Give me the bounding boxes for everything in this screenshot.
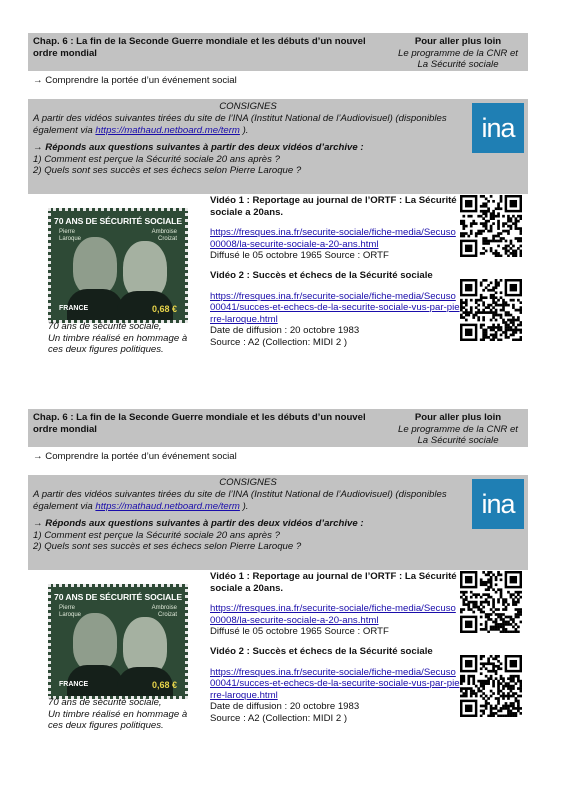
video-2-block bbox=[210, 270, 460, 348]
video-1-info: Diffusé le 05 octobre 1965 Source : ORTF bbox=[210, 250, 389, 261]
video-1-link[interactable]: https://fresques.ina.fr/securite-sociale/fiche-media/Secuso00008/la-securite-sociale-a-20-ans.html bbox=[210, 227, 456, 250]
objective-text: → Comprendre la portée d’un événement social bbox=[33, 451, 237, 462]
netboard-link[interactable]: https://mathaud.netboard.me/term bbox=[95, 500, 240, 512]
consignes-task bbox=[33, 518, 453, 553]
portrait-laroque bbox=[73, 237, 117, 295]
further-reading-title: Pour aller plus loin bbox=[414, 412, 502, 423]
consignes-box bbox=[28, 99, 528, 194]
further-reading-line1: Le programme de la CNR et bbox=[398, 423, 518, 435]
stamp-title: 70 ANS DE SÉCURITÉ SOCIALE bbox=[54, 592, 182, 602]
video-1-block bbox=[210, 571, 460, 638]
further-reading-line1: Le programme de la CNR et bbox=[398, 47, 518, 59]
further-reading bbox=[388, 412, 528, 447]
video-2-title: Vidéo 2 : Succès et échecs de la Sécurité sociale bbox=[210, 646, 433, 657]
qr-code-pattern bbox=[460, 571, 522, 633]
video-2-title: Vidéo 2 : Succès et échecs de la Sécurité sociale bbox=[210, 270, 433, 281]
question-2: 2) Quels sont ses succès et ses échecs selon Pierre Laroque ? bbox=[33, 165, 302, 176]
qr-code-pattern bbox=[460, 195, 522, 257]
further-reading bbox=[388, 36, 528, 71]
stamp-country: FRANCE bbox=[59, 305, 89, 312]
question-1: 1) Comment est perçue la Sécurité sociale 20 ans après ? bbox=[33, 529, 280, 541]
consignes-intro: A partir des vidéos suivantes tirées du site de l’INA (Institut National de l’Audiovisuel) (disponibles également via https://mathaud.netboard.me/term ). bbox=[33, 113, 447, 136]
video-1-title: Vidéo 1 : Reportage au journal de l’ORTF : La Sécurité sociale a 20ans. bbox=[210, 571, 457, 594]
stamp-caption bbox=[48, 321, 198, 356]
question-1: 1) Comment est perçue la Sécurité sociale 20 ans après ? bbox=[33, 153, 280, 165]
stamp-price: 0,68 € bbox=[151, 304, 177, 314]
caption-line: Un timbre réalisé en hommage à bbox=[48, 332, 188, 344]
ina-logo: ina bbox=[472, 103, 524, 153]
chapter-title: Chap. 6 : La fin de la Seconde Guerre mondiale et les débuts d’un nouvel ordre mondial bbox=[33, 412, 366, 435]
chapter-title: Chap. 6 : La fin de la Seconde Guerre mondiale et les débuts d’un nouvel ordre mondial bbox=[33, 36, 366, 59]
video-1-block bbox=[210, 195, 460, 262]
stamp-image bbox=[48, 584, 188, 699]
further-reading-line2: La Sécurité sociale bbox=[417, 59, 499, 70]
video-1-title: Vidéo 1 : Reportage au journal de l’ORTF : La Sécurité sociale a 20ans. bbox=[210, 195, 457, 218]
further-reading-line2: La Sécurité sociale bbox=[417, 435, 499, 446]
netboard-link[interactable]: https://mathaud.netboard.me/term bbox=[95, 124, 240, 136]
portrait-laroque bbox=[73, 613, 117, 671]
ina-logo: ina bbox=[472, 479, 524, 529]
stamp-price: 0,68 € bbox=[151, 680, 177, 690]
stamp-name-1: Pierre Laroque bbox=[59, 229, 82, 242]
caption-line: 70 ans de sécurité sociale, bbox=[48, 321, 162, 332]
caption-line: ces deux figures politiques. bbox=[48, 720, 164, 731]
qr-code-video-2 bbox=[460, 655, 522, 717]
video-1-info: Diffusé le 05 octobre 1965 Source : ORTF bbox=[210, 626, 389, 637]
chapter-header bbox=[28, 409, 528, 447]
chapter-header bbox=[28, 33, 528, 71]
stamp-name-2: Ambroise Croizat bbox=[151, 229, 177, 242]
stamp-title: 70 ANS DE SÉCURITÉ SOCIALE bbox=[54, 216, 182, 226]
caption-line: ces deux figures politiques. bbox=[48, 344, 164, 355]
video-2-date: Date de diffusion : 20 octobre 1983 bbox=[210, 325, 360, 336]
qr-code-video-1 bbox=[460, 195, 522, 257]
stamp-name-1: Pierre Laroque bbox=[59, 605, 82, 618]
question-2: 2) Quels sont ses succès et ses échecs selon Pierre Laroque ? bbox=[33, 541, 302, 552]
consignes-intro: A partir des vidéos suivantes tirées du site de l’INA (Institut National de l’Audiovisuel) (disponibles également via https://mathaud.netboard.me/term ). bbox=[33, 489, 447, 512]
qr-code-video-1 bbox=[460, 571, 522, 633]
video-1-link[interactable]: https://fresques.ina.fr/securite-sociale/fiche-media/Secuso00008/la-securite-sociale-a-20-ans.html bbox=[210, 603, 456, 626]
task-heading: → Réponds aux questions suivantes à partir des deux vidéos d’archive : bbox=[33, 142, 364, 153]
further-reading-title: Pour aller plus loin bbox=[414, 36, 502, 47]
video-2-link[interactable]: https://fresques.ina.fr/securite-sociale/fiche-media/Secuso00041/succes-et-echecs-de-la-securite-sociale-vus-par-pierre-laroque.html bbox=[210, 290, 460, 325]
consignes-task bbox=[33, 142, 453, 177]
video-2-link[interactable]: https://fresques.ina.fr/securite-sociale/fiche-media/Secuso00041/succes-et-echecs-de-la-securite-sociale-vus-par-pierre-laroque.html bbox=[210, 666, 460, 701]
video-2-date: Date de diffusion : 20 octobre 1983 bbox=[210, 701, 360, 712]
video-2-block bbox=[210, 646, 460, 724]
caption-line: Un timbre réalisé en hommage à bbox=[48, 708, 188, 720]
objective-text: → Comprendre la portée d’un événement social bbox=[33, 75, 237, 86]
stamp-image bbox=[48, 208, 188, 323]
task-heading: → Réponds aux questions suivantes à partir des deux vidéos d’archive : bbox=[33, 518, 364, 529]
video-2-source: Source : A2 (Collection: MIDI 2 ) bbox=[210, 712, 348, 724]
qr-code-pattern bbox=[460, 279, 522, 341]
qr-code-pattern bbox=[460, 655, 522, 717]
consignes-box bbox=[28, 475, 528, 570]
video-2-source: Source : A2 (Collection: MIDI 2 ) bbox=[210, 336, 348, 348]
caption-line: 70 ans de sécurité sociale, bbox=[48, 697, 162, 708]
qr-code-video-2 bbox=[460, 279, 522, 341]
stamp-name-2: Ambroise Croizat bbox=[151, 605, 177, 618]
consignes-title: CONSIGNES bbox=[219, 101, 277, 112]
stamp-caption bbox=[48, 697, 198, 732]
consignes-title: CONSIGNES bbox=[219, 477, 277, 488]
stamp-country: FRANCE bbox=[59, 681, 89, 688]
